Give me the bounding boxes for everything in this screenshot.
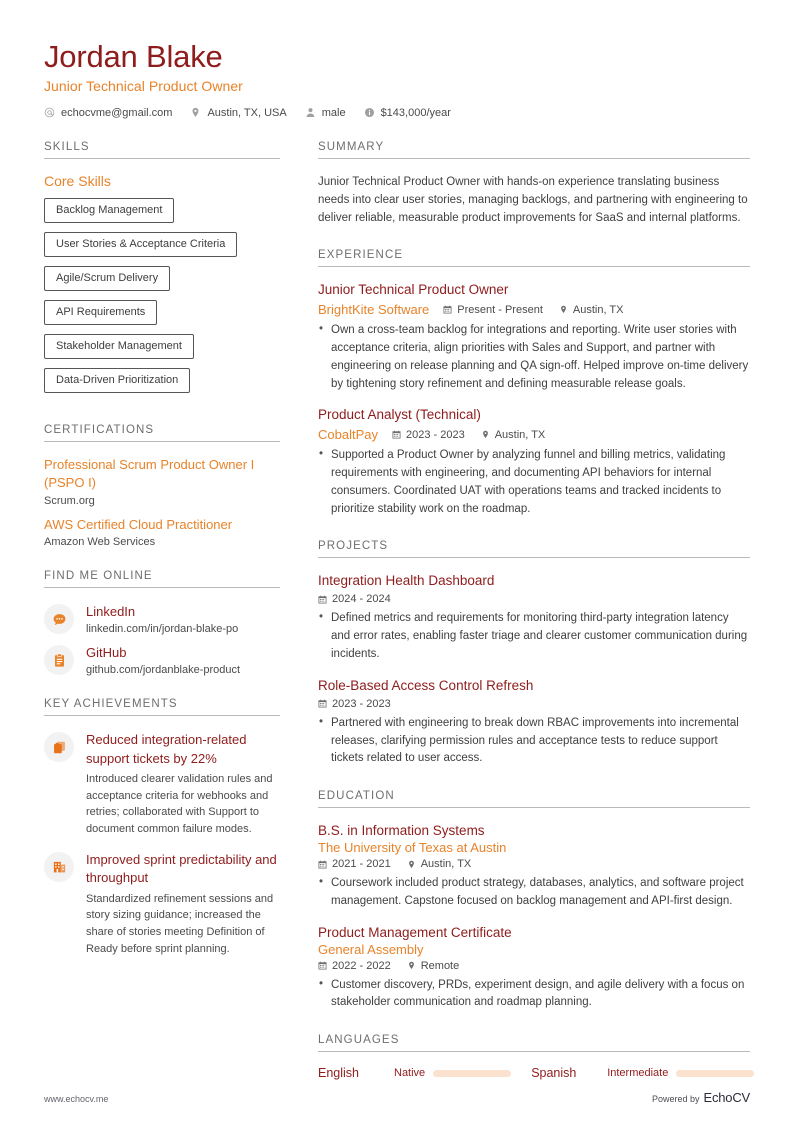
date-range [318, 858, 391, 870]
footer-site-url[interactable]: www.echocv.me [44, 1094, 109, 1104]
date-range [318, 960, 391, 972]
education-degree: Product Management Certificate [318, 924, 512, 940]
sidebar-column [44, 141, 294, 980]
calendar-icon [318, 961, 327, 970]
certification-item [44, 516, 280, 548]
experience-item [318, 406, 750, 518]
summary-text: Junior Technical Product Owner with hands-on experience translating business needs into clear user stories, managing backlogs, and partnering with engineering to deliver reliable, measurable product improvements for SaaS and internal platforms. [318, 175, 748, 225]
section-heading-summary: SUMMARY [318, 140, 385, 153]
experience-role: Junior Technical Product Owner [318, 282, 509, 298]
bullet-item: • Partnered with engineering to break down RBAC improvements into incremental releases, clarifying permission rules and acceptance tests to reduce support tickets related to user access. [318, 715, 750, 768]
education-meta [318, 858, 750, 870]
date-range [443, 304, 543, 316]
date-range-text: 2022 - 2022 [332, 959, 391, 972]
language-proficiency-bar [433, 1070, 511, 1077]
contact-text: echocvme@gmail.com [61, 106, 173, 119]
chat-bubble-icon [44, 604, 74, 634]
location [481, 429, 546, 441]
achievement-title: Reduced integration-related support tickets by 22% [86, 732, 247, 766]
location-pin-icon [407, 961, 416, 970]
section-divider [44, 715, 280, 716]
contact-text: $143,000/year [380, 106, 451, 119]
education-item [318, 924, 750, 1013]
section-heading-experience: EXPERIENCE [318, 249, 404, 262]
bullet-item: • Coursework included product strategy, databases, analytics, and software project management. Capstone focused on backlog management and API-first design. [318, 875, 750, 910]
language-item [318, 1066, 531, 1080]
skill-chip[interactable]: Backlog Management [44, 198, 174, 223]
skill-chip-wrap [44, 198, 280, 232]
date-range [392, 429, 465, 441]
education-meta [318, 960, 750, 972]
brand-name: EchoCV [703, 1090, 750, 1105]
date-range [318, 593, 391, 605]
project-item [318, 677, 750, 768]
location-pin-icon [190, 107, 201, 118]
section-divider [318, 807, 750, 808]
section-divider [44, 158, 280, 159]
powered-by [652, 1090, 750, 1105]
project-item [318, 572, 750, 663]
location [407, 960, 460, 972]
date-range-text: 2023 - 2023 [332, 697, 391, 710]
section-heading-projects: PROJECTS [318, 540, 389, 553]
section-heading-education: EDUCATION [318, 789, 395, 802]
section-education [318, 790, 750, 1012]
achievement-body [86, 730, 280, 838]
calendar-icon [318, 860, 327, 869]
calendar-icon [318, 699, 327, 708]
experience-company: CobaltPay [318, 427, 378, 443]
location-text: Austin, TX [572, 303, 624, 316]
location [559, 304, 624, 316]
online-profile-url[interactable]: github.com/jordanblake-product [86, 664, 241, 677]
skill-chip-list [44, 198, 280, 402]
date-range-text: 2023 - 2023 [405, 428, 465, 441]
experience-list [318, 281, 750, 518]
section-projects [318, 540, 750, 768]
content-columns [44, 141, 750, 1102]
section-find-me-online [44, 570, 280, 676]
bullet-list [318, 715, 750, 768]
location-pin-icon [559, 305, 568, 314]
location-pin-icon [481, 430, 490, 439]
achievement-item [44, 730, 280, 838]
location-text: Remote [420, 959, 460, 972]
calendar-icon [392, 430, 401, 439]
skill-chip[interactable]: User Stories & Acceptance Criteria [44, 232, 237, 257]
contact-text: Austin, TX, USA [207, 106, 287, 119]
skill-chip-wrap [44, 300, 280, 334]
certification-item [44, 456, 280, 507]
calendar-icon [318, 595, 327, 604]
office-building-icon [44, 852, 74, 882]
email-icon [44, 107, 55, 118]
online-profile-url[interactable]: linkedin.com/in/jordan-blake-po [86, 623, 239, 636]
certification-issuer: Scrum.org [44, 494, 95, 507]
info-circle-icon [364, 107, 375, 118]
achievement-list [44, 730, 280, 958]
section-certifications [44, 424, 280, 548]
section-experience [318, 249, 750, 518]
experience-role: Product Analyst (Technical) [318, 407, 481, 423]
bullet-list [318, 977, 750, 1012]
location-text: Austin, TX [420, 858, 472, 871]
bullet-item: • Defined metrics and requirements for monitoring third-party integration latency and error rates, enabling faster triage and clearer customer communication during incidents. [318, 610, 750, 663]
project-meta [318, 698, 750, 710]
project-list [318, 572, 750, 768]
section-key-achievements [44, 698, 280, 958]
location [407, 858, 472, 870]
certification-name: Professional Scrum Product Owner I (PSPO I) [44, 456, 255, 491]
contact-item-1 [190, 107, 286, 119]
bullet-item: • Customer discovery, PRDs, experiment design, and agile delivery with a focus on stakeholder communication and roadmap planning. [318, 977, 750, 1012]
achievement-description: Standardized refinement sessions and story sizing guidance; increased the share of stories meeting Definition of Ready before sprint planning. [86, 892, 274, 955]
contact-item-2 [305, 107, 346, 119]
experience-meta [318, 427, 750, 442]
contact-row [44, 107, 750, 119]
section-divider [44, 441, 280, 442]
section-divider [318, 158, 750, 159]
section-heading-certifications: CERTIFICATIONS [44, 423, 155, 436]
contact-item-0 [44, 107, 172, 119]
project-name: Integration Health Dashboard [318, 573, 495, 589]
contact-item-3 [364, 107, 451, 119]
online-profile-list [44, 602, 280, 676]
date-range [318, 698, 391, 710]
skill-chip[interactable]: Agile/Scrum Delivery [44, 266, 170, 291]
section-summary [318, 141, 750, 227]
skill-chip-wrap [44, 334, 280, 368]
education-list [318, 822, 750, 1012]
location-text: Austin, TX [494, 428, 546, 441]
achievement-body [86, 850, 280, 958]
calendar-icon [443, 305, 452, 314]
section-heading-find-me-online: FIND ME ONLINE [44, 570, 153, 583]
online-profile-label: LinkedIn [86, 604, 136, 620]
experience-meta [318, 302, 750, 317]
education-school: The University of Texas at Austin [318, 840, 507, 856]
experience-company: BrightKite Software [318, 302, 430, 318]
skill-chip[interactable]: Stakeholder Management [44, 334, 194, 359]
skill-chip[interactable]: API Requirements [44, 300, 157, 325]
job-title: Junior Technical Product Owner [44, 77, 243, 94]
skill-chip-wrap [44, 266, 280, 300]
language-item [531, 1066, 774, 1080]
skill-chip-wrap [44, 232, 280, 266]
experience-item [318, 281, 750, 393]
language-proficiency-bar [676, 1070, 754, 1077]
person-icon [305, 107, 316, 118]
section-divider [318, 266, 750, 267]
project-name: Role-Based Access Control Refresh [318, 677, 534, 693]
section-heading-languages: LANGUAGES [318, 1034, 400, 1047]
language-name: English [318, 1066, 359, 1081]
date-range-text: 2021 - 2021 [332, 858, 391, 871]
copy-documents-icon [44, 732, 74, 762]
bullet-list [318, 610, 750, 663]
powered-by-label: Powered by [651, 1094, 700, 1104]
clipboard-icon [44, 645, 74, 675]
education-degree: B.S. in Information Systems [318, 822, 485, 838]
section-divider [44, 587, 280, 588]
online-profile-item[interactable] [44, 643, 280, 676]
date-range-text: Present - Present [457, 303, 543, 316]
bullet-list [318, 322, 750, 393]
language-name: Spanish [531, 1066, 577, 1081]
main-column [318, 141, 750, 1102]
skill-group-title: Core Skills [44, 172, 111, 189]
skill-chip[interactable]: Data-Driven Prioritization [44, 368, 190, 393]
location-pin-icon [407, 860, 416, 869]
project-meta [318, 593, 750, 605]
bullet-item: • Supported a Product Owner by analyzing funnel and billing metrics, validating requirements with engineering, and documenting API behaviors for internal consumers. Coordinated UAT with operations teams and tracked incidents to prioritize stability work on the roadmap. [318, 447, 750, 518]
section-heading-skills: SKILLS [44, 140, 90, 153]
resume-header [44, 40, 750, 119]
online-profile-item[interactable] [44, 602, 280, 635]
bullet-list [318, 875, 750, 910]
certification-list [44, 456, 280, 548]
skill-chip-wrap [44, 368, 280, 402]
date-range-text: 2024 - 2024 [332, 593, 391, 606]
language-row [318, 1066, 750, 1080]
online-profile-text [86, 643, 240, 676]
section-divider [318, 557, 750, 558]
page-footer [44, 1090, 750, 1105]
contact-text: male [321, 106, 346, 119]
certification-name: AWS Certified Cloud Practitioner [44, 516, 233, 532]
section-heading-key-achievements: KEY ACHIEVEMENTS [44, 698, 178, 711]
bullet-list [318, 447, 750, 518]
language-level: Native [394, 1067, 426, 1080]
online-profile-text [86, 602, 238, 635]
language-level: Intermediate [607, 1067, 669, 1080]
education-item [318, 822, 750, 911]
section-skills [44, 141, 280, 402]
section-languages [318, 1034, 750, 1080]
achievement-item [44, 850, 280, 958]
online-profile-label: GitHub [86, 645, 127, 661]
education-school: General Assembly [318, 941, 424, 957]
page-title: Jordan Blake [44, 39, 223, 74]
certification-issuer: Amazon Web Services [44, 536, 156, 549]
section-divider [318, 1051, 750, 1052]
achievement-description: Introduced clearer validation rules and acceptance criteria for webhooks and retries; collaborated with Support to document common failure modes. [86, 772, 273, 836]
achievement-title: Improved sprint predictability and throughput [86, 851, 277, 886]
bullet-item: • Own a cross-team backlog for integrations and reporting. Write user stories with acceptance criteria, align priorities with Sales and Support, and partner with engineering on release planning and QA sign-off. Helped improve on-time delivery by tightening story refinement and defining measurable release goals. [318, 322, 750, 393]
